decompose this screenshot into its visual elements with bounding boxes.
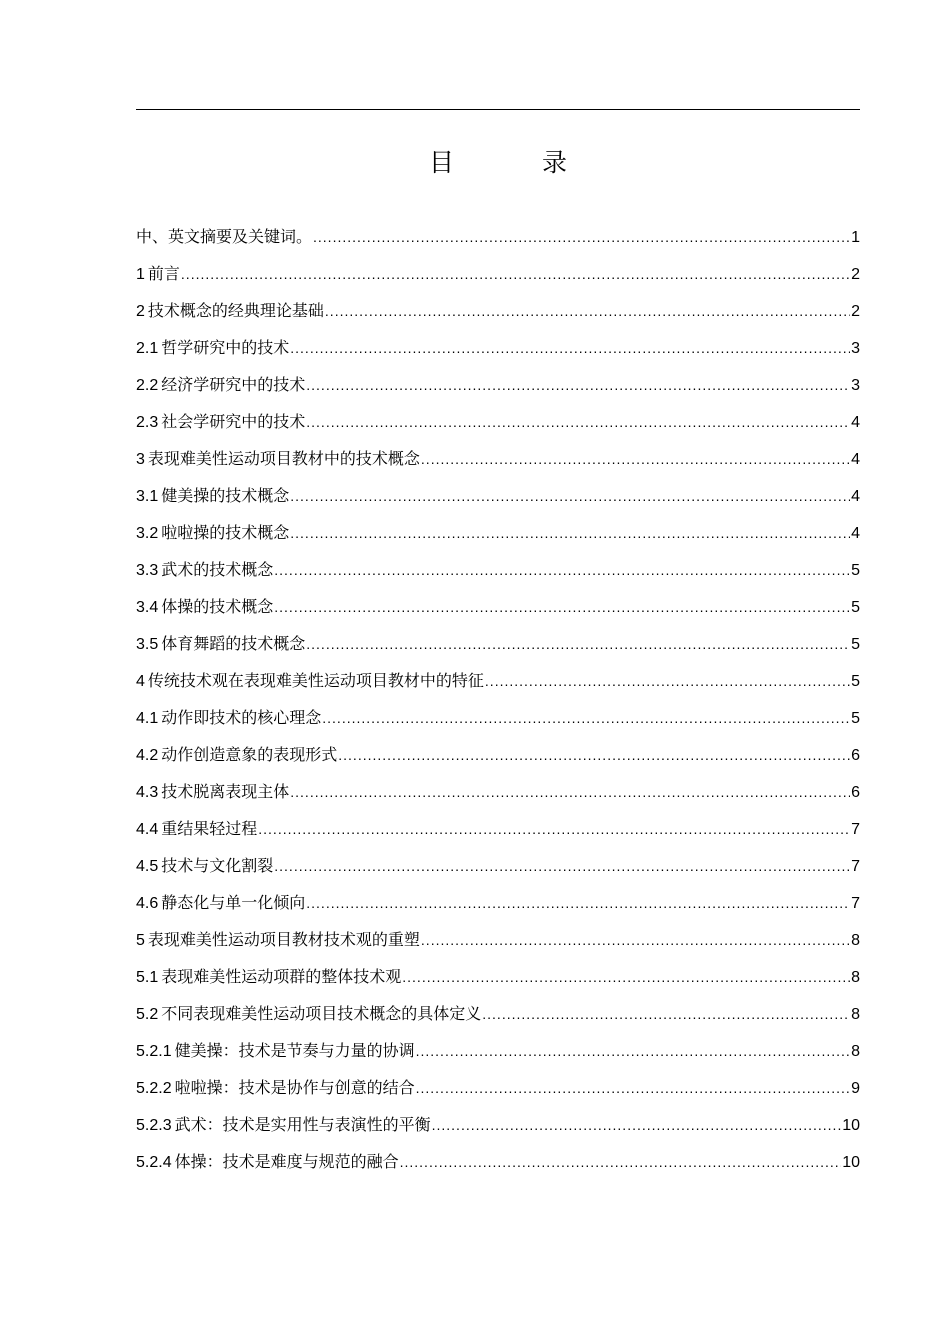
toc-entry-page: 4 — [851, 488, 860, 505]
toc-dot-leader — [416, 1070, 850, 1107]
toc-entry-page: 5 — [851, 673, 860, 690]
toc-entry[interactable] — [136, 514, 860, 551]
toc-entry-title — [136, 403, 305, 441]
toc-entry-number: 5.2.1 — [136, 1043, 172, 1060]
toc-dot-leader — [306, 885, 850, 922]
toc-dot-leader — [290, 515, 850, 552]
toc-entry-number: 4.3 — [136, 784, 159, 801]
toc-entry-page: 2 — [851, 266, 860, 283]
toc-dot-leader — [421, 441, 850, 478]
toc-entry-number: 3.3 — [136, 562, 159, 579]
toc-entry-label: 啦啦操的技术概念 — [161, 523, 290, 542]
toc-entry[interactable] — [136, 958, 860, 995]
toc-entry[interactable] — [136, 921, 860, 958]
toc-entry-title — [136, 366, 305, 404]
toc-entry-page: 6 — [851, 747, 860, 764]
toc-title: 目 录 — [429, 148, 607, 177]
toc-entry[interactable] — [136, 847, 860, 884]
toc-entry[interactable] — [136, 662, 860, 699]
toc-entry[interactable] — [136, 292, 860, 329]
toc-entry-page: 4 — [851, 525, 860, 542]
toc-entry-number: 4.5 — [136, 858, 159, 875]
toc-entry-page: 5 — [851, 599, 860, 616]
toc-entry-page: 7 — [851, 821, 860, 838]
toc-entry[interactable] — [136, 588, 860, 625]
toc-entry[interactable] — [136, 403, 860, 440]
toc-dot-leader — [290, 774, 850, 811]
toc-entry-page: 8 — [851, 969, 860, 986]
toc-entry[interactable] — [136, 1032, 860, 1069]
toc-entry-title — [136, 1106, 431, 1144]
toc-entry[interactable] — [136, 699, 860, 736]
toc-entry-title — [136, 884, 305, 922]
toc-entry-label: 体育舞蹈的技术概念 — [161, 634, 306, 653]
toc-entry-label: 技术概念的经典理论基础 — [147, 301, 324, 320]
toc-entry-title — [136, 625, 305, 663]
toc-entry-page: 1 — [851, 229, 860, 246]
toc-entry-title — [136, 1069, 415, 1107]
toc-entry-page: 5 — [851, 636, 860, 653]
toc-entry-title — [136, 477, 289, 515]
toc-entry-number: 3.1 — [136, 488, 159, 505]
toc-entry[interactable] — [136, 625, 860, 662]
toc-entry-number: 5.2.3 — [136, 1117, 172, 1134]
toc-entry-page: 7 — [851, 895, 860, 912]
toc-entry[interactable] — [136, 551, 860, 588]
toc-entry-label: 静态化与单一化倾向 — [161, 893, 306, 912]
toc-entry[interactable] — [136, 995, 860, 1032]
toc-dot-leader — [432, 1107, 842, 1144]
toc-entry[interactable] — [136, 329, 860, 366]
toc-entry-number: 2.1 — [136, 340, 159, 357]
toc-entry-number: 4 — [136, 673, 145, 690]
toc-entry[interactable] — [136, 773, 860, 810]
toc-entry[interactable] — [136, 1106, 860, 1143]
toc-entry-label: 前言 — [147, 264, 180, 283]
toc-entry[interactable] — [136, 440, 860, 477]
toc-entry-page: 10 — [842, 1117, 860, 1134]
toc-entry-page: 3 — [851, 340, 860, 357]
toc-entry-label: 社会学研究中的技术 — [161, 412, 306, 431]
toc-entry-label: 动作创造意象的表现形式 — [161, 745, 338, 764]
toc-entry[interactable] — [136, 1069, 860, 1106]
toc-entry-label: 健美操：技术是节奏与力量的协调 — [174, 1041, 415, 1060]
toc-entry-title — [136, 440, 420, 478]
toc-entry-title — [136, 921, 420, 959]
toc-entry[interactable] — [136, 218, 860, 255]
toc-dot-leader — [274, 552, 850, 589]
toc-entry-number: 2 — [136, 303, 145, 320]
toc-entry[interactable] — [136, 736, 860, 773]
toc-dot-leader — [290, 330, 850, 367]
toc-entry[interactable] — [136, 884, 860, 921]
toc-entry-title — [136, 292, 324, 330]
toc-entry-title — [136, 255, 180, 293]
toc-entry-number: 3.2 — [136, 525, 159, 542]
toc-dot-leader — [485, 663, 850, 700]
toc-entry[interactable] — [136, 477, 860, 514]
toc-entry-label: 哲学研究中的技术 — [161, 338, 290, 357]
toc-dot-leader — [400, 1144, 842, 1181]
toc-dot-leader — [274, 589, 850, 626]
toc-entry-label: 武术的技术概念 — [161, 560, 274, 579]
toc-entry-page: 7 — [851, 858, 860, 875]
toc-entry-title — [136, 699, 321, 737]
toc-entry-label: 动作即技术的核心理念 — [161, 708, 322, 727]
toc-entry-label: 表现难美性运动项群的整体技术观 — [161, 967, 402, 986]
toc-entry-number: 3.5 — [136, 636, 159, 653]
toc-entry-title — [136, 218, 312, 255]
toc-entry-label: 啦啦操：技术是协作与创意的结合 — [174, 1078, 415, 1097]
toc-dot-leader — [258, 811, 850, 848]
toc-entry-title — [136, 1032, 415, 1070]
toc-entry-number: 2.2 — [136, 377, 159, 394]
toc-entry-label: 重结果轻过程 — [161, 819, 258, 838]
toc-entry-page: 8 — [851, 1006, 860, 1023]
toc-entry-title — [136, 662, 484, 700]
toc-entry-label: 表现难美性运动项目教材中的技术概念 — [147, 449, 420, 468]
toc-entry-page: 3 — [851, 377, 860, 394]
toc-entry-number: 5.2 — [136, 1006, 159, 1023]
toc-dot-leader — [274, 848, 850, 885]
toc-entry-label: 体操的技术概念 — [161, 597, 274, 616]
toc-entry-title — [136, 847, 273, 885]
toc-entry-page: 8 — [851, 932, 860, 949]
toc-entry-page: 9 — [851, 1080, 860, 1097]
toc-entry-page: 2 — [851, 303, 860, 320]
toc-entry-page: 5 — [851, 562, 860, 579]
toc-dot-leader — [181, 256, 850, 293]
toc-entry-number: 4.6 — [136, 895, 159, 912]
toc-dot-leader — [313, 219, 850, 256]
toc-dot-leader — [322, 700, 850, 737]
toc-entry-title — [136, 588, 273, 626]
header-rule — [136, 109, 860, 110]
toc-entry-number: 4.4 — [136, 821, 159, 838]
toc-dot-leader — [338, 737, 850, 774]
toc-entry-number: 3 — [136, 451, 145, 468]
toc-entry-label: 表现难美性运动项目教材技术观的重塑 — [147, 930, 420, 949]
toc-dot-leader — [416, 1033, 850, 1070]
toc-dot-leader — [306, 404, 850, 441]
toc-entry-title — [136, 773, 289, 811]
toc-dot-leader — [482, 996, 850, 1033]
toc-entry-title — [136, 329, 289, 367]
toc-entry-label: 武术：技术是实用性与表演性的平衡 — [174, 1115, 431, 1134]
toc-dot-leader — [402, 959, 850, 996]
toc-entry[interactable] — [136, 255, 860, 292]
toc-entry-label: 体操：技术是难度与规范的融合 — [174, 1152, 399, 1171]
toc-entry-page: 4 — [851, 414, 860, 431]
toc-entry-number: 4.2 — [136, 747, 159, 764]
toc-entry-number: 5.1 — [136, 969, 159, 986]
toc-dot-leader — [325, 293, 850, 330]
toc-entry-title — [136, 995, 481, 1033]
toc-entry-number: 5.2.4 — [136, 1154, 172, 1171]
toc-entry[interactable] — [136, 1143, 860, 1180]
toc-entry-page: 8 — [851, 1043, 860, 1060]
toc-entry-page: 10 — [842, 1154, 860, 1171]
toc-dot-leader — [421, 922, 850, 959]
toc-entry-number: 4.1 — [136, 710, 159, 727]
toc-entry-title — [136, 1143, 399, 1181]
toc-entry-label: 经济学研究中的技术 — [161, 375, 306, 394]
toc-entry-title — [136, 958, 401, 996]
toc-entry-label: 中、英文摘要及关键词。 — [136, 227, 313, 246]
toc-entry-number: 2.3 — [136, 414, 159, 431]
toc-entry-label: 技术与文化割裂 — [161, 856, 274, 875]
toc-entry-title — [136, 736, 337, 774]
toc-entry-label: 健美操的技术概念 — [161, 486, 290, 505]
toc-entry[interactable] — [136, 810, 860, 847]
toc-entry-page: 6 — [851, 784, 860, 801]
toc-entry-page: 4 — [851, 451, 860, 468]
toc-entry-number: 1 — [136, 266, 145, 283]
toc-entry-number: 3.4 — [136, 599, 159, 616]
toc-dot-leader — [290, 478, 850, 515]
toc-entry-label: 技术脱离表现主体 — [161, 782, 290, 801]
toc-dot-leader — [306, 626, 850, 663]
toc-entry-label: 不同表现难美性运动项目技术概念的具体定义 — [161, 1004, 482, 1023]
toc-dot-leader — [306, 367, 850, 404]
toc-list — [136, 218, 860, 1180]
toc-entry[interactable] — [136, 366, 860, 403]
toc-entry-title — [136, 514, 289, 552]
toc-entry-page: 5 — [851, 710, 860, 727]
toc-entry-title — [136, 810, 257, 848]
toc-entry-title — [136, 551, 273, 589]
toc-entry-number: 5.2.2 — [136, 1080, 172, 1097]
toc-entry-number: 5 — [136, 932, 145, 949]
toc-entry-label: 传统技术观在表现难美性运动项目教材中的特征 — [147, 671, 484, 690]
